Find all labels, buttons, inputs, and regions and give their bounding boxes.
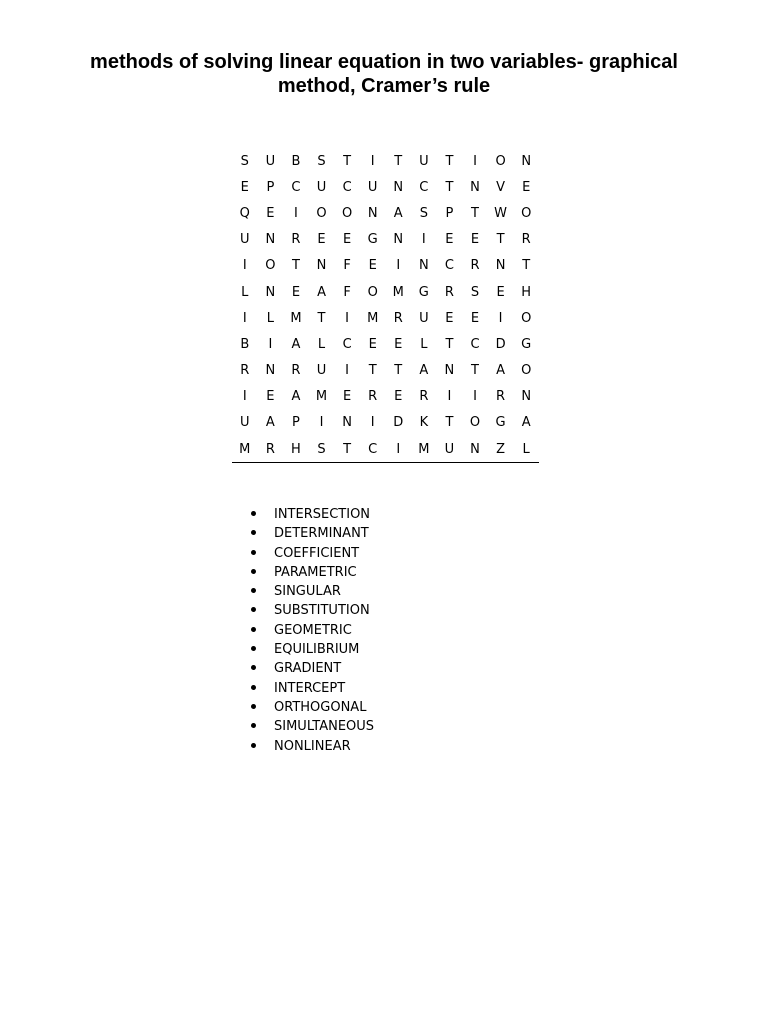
grid-row xyxy=(232,279,539,305)
bullet-icon xyxy=(248,621,274,640)
grid-cell: I xyxy=(498,310,503,326)
word-label: INTERCEPT xyxy=(274,680,346,696)
bullet-icon xyxy=(248,544,274,563)
grid-cell: L xyxy=(241,284,249,300)
grid-cell: T xyxy=(343,441,352,457)
word-label: SUBSTITUTION xyxy=(274,603,370,619)
grid-cell: N xyxy=(367,205,378,221)
grid-cell: E xyxy=(291,284,301,300)
grid-cell: C xyxy=(342,336,352,352)
grid-cell: S xyxy=(419,205,428,221)
list-item xyxy=(248,737,374,756)
grid-cell: T xyxy=(522,258,531,274)
grid-cell: C xyxy=(444,258,454,274)
grid-cell: R xyxy=(291,363,301,379)
grid-cell: G xyxy=(418,284,429,300)
bullet-icon xyxy=(248,601,274,620)
grid-cell: E xyxy=(266,389,275,405)
grid-cell: R xyxy=(368,389,378,405)
grid-cell: I xyxy=(345,310,350,326)
list-item xyxy=(248,544,374,563)
grid-cell: E xyxy=(368,258,377,274)
bullet-icon xyxy=(248,659,274,678)
grid-cell: L xyxy=(522,441,530,457)
grid-row xyxy=(232,253,539,279)
grid-row xyxy=(232,358,539,384)
grid-cell: A xyxy=(317,284,326,300)
grid-cell: L xyxy=(420,336,428,352)
grid-cell: B xyxy=(291,153,301,169)
grid-cell: R xyxy=(496,389,506,405)
grid-cell: O xyxy=(341,205,353,221)
grid-cell: E xyxy=(445,310,454,326)
grid-cell: P xyxy=(292,415,300,431)
word-label: NONLINEAR xyxy=(274,738,351,754)
list-item xyxy=(248,659,374,678)
grid-row xyxy=(232,148,539,174)
grid-cell: F xyxy=(343,284,351,300)
grid-cell: U xyxy=(316,179,327,195)
word-label: GEOMETRIC xyxy=(274,622,352,638)
grid-cell: H xyxy=(521,284,532,300)
grid-cell: P xyxy=(445,205,454,221)
word-label: SIMULTANEOUS xyxy=(274,719,375,735)
grid-cell: N xyxy=(470,179,480,195)
grid-cell: N xyxy=(495,258,506,274)
grid-cell: G xyxy=(367,232,378,248)
grid-cell: N xyxy=(265,232,276,248)
word-label: INTERSECTION xyxy=(274,507,371,522)
grid-cell: E xyxy=(317,232,326,248)
grid-cell: U xyxy=(316,363,327,379)
grid-cell: T xyxy=(445,153,454,169)
grid-cell: L xyxy=(266,310,274,326)
list-item xyxy=(248,640,374,659)
bullet-icon xyxy=(248,524,274,543)
grid-cell: W xyxy=(494,205,507,221)
grid-row xyxy=(232,174,539,200)
grid-cell: H xyxy=(291,441,301,457)
grid-cell: C xyxy=(470,336,480,352)
word-list xyxy=(248,505,374,756)
grid-cell: E xyxy=(496,284,505,300)
grid-cell: M xyxy=(239,441,251,457)
grid-cell: E xyxy=(342,232,352,248)
grid-cell: R xyxy=(470,258,480,274)
grid-cell: I xyxy=(370,415,375,431)
grid-cell: R xyxy=(240,363,250,379)
grid-cell: A xyxy=(496,363,506,379)
grid-cell: N xyxy=(316,258,327,274)
bullet-icon xyxy=(248,717,274,736)
grid-cell: E xyxy=(522,179,531,195)
grid-cell: N xyxy=(393,232,404,248)
grid-cell: N xyxy=(342,415,352,431)
grid-cell: I xyxy=(294,205,298,221)
grid-cell: T xyxy=(445,179,454,195)
grid-cell: I xyxy=(396,258,401,274)
word-label: PARAMETRIC xyxy=(274,564,357,580)
grid-cell: Q xyxy=(239,205,250,221)
grid-cell: A xyxy=(393,205,403,221)
grid-cell: T xyxy=(343,153,352,169)
grid-row xyxy=(232,436,539,462)
grid-cell: R xyxy=(265,441,275,457)
grid-cell: A xyxy=(521,415,531,431)
list-item xyxy=(248,601,374,620)
grid-cell: N xyxy=(418,258,429,274)
bullet-icon xyxy=(248,640,274,659)
grid-cell: O xyxy=(367,284,378,300)
grid-row xyxy=(232,331,539,357)
grid-cell: A xyxy=(291,389,301,405)
grid-row xyxy=(232,305,539,331)
grid-cell: E xyxy=(342,389,352,405)
grid-cell: E xyxy=(368,336,377,352)
list-item xyxy=(248,524,374,543)
word-label: GRADIENT xyxy=(274,661,342,677)
grid-cell: E xyxy=(445,232,454,248)
grid-cell: I xyxy=(345,363,350,379)
bullet-icon xyxy=(248,737,274,756)
grid-cell: T xyxy=(445,415,454,431)
grid-cell: G xyxy=(521,336,532,352)
word-label: ORTHOGONAL xyxy=(274,699,367,715)
grid-cell: I xyxy=(421,232,426,248)
grid-cell: O xyxy=(265,258,276,274)
grid-cell: A xyxy=(291,336,301,352)
list-item xyxy=(248,679,374,698)
grid-cell: M xyxy=(315,389,328,405)
grid-cell: I xyxy=(268,336,273,352)
grid-cell: N xyxy=(444,363,455,379)
grid-cell: S xyxy=(470,284,480,300)
bullet-icon xyxy=(248,698,274,717)
bullet-icon xyxy=(248,582,274,601)
grid-cell: D xyxy=(495,336,506,352)
grid-cell: M xyxy=(418,441,430,457)
bullet-icon xyxy=(248,505,274,524)
word-label: SINGULAR xyxy=(274,584,341,600)
word-label: COEFFICIENT xyxy=(274,545,360,561)
grid-cell: T xyxy=(496,232,505,248)
grid-table xyxy=(232,148,539,462)
grid-cell: T xyxy=(394,363,403,379)
grid-cell: T xyxy=(368,363,377,379)
grid-cell: O xyxy=(521,205,532,221)
grid-row xyxy=(232,384,539,410)
grid-cell: E xyxy=(266,205,275,221)
grid-cell: M xyxy=(367,310,379,326)
grid-cell: N xyxy=(393,179,404,195)
grid-cell: E xyxy=(470,232,480,248)
grid-cell: N xyxy=(265,284,276,300)
grid-cell: U xyxy=(419,310,429,326)
word-label: DETERMINANT xyxy=(274,526,369,542)
grid-cell: D xyxy=(393,415,404,431)
grid-cell: F xyxy=(343,258,351,274)
grid-cell: A xyxy=(419,363,429,379)
grid-cell: E xyxy=(470,310,480,326)
grid-cell: B xyxy=(240,336,250,352)
grid-cell: I xyxy=(242,389,247,405)
grid-cell: U xyxy=(240,232,250,248)
grid-cell: T xyxy=(471,363,479,379)
grid-cell: R xyxy=(419,389,429,405)
bullet-icon xyxy=(248,679,274,698)
grid-cell: R xyxy=(521,232,531,248)
grid-cell: I xyxy=(242,258,247,274)
grid-cell: G xyxy=(495,415,506,431)
grid-row xyxy=(232,410,539,436)
grid-cell: E xyxy=(394,336,403,352)
grid-cell: I xyxy=(447,389,452,405)
grid-cell: O xyxy=(469,415,481,431)
grid-cell: O xyxy=(521,363,532,379)
grid-cell: U xyxy=(240,415,250,431)
grid-cell: I xyxy=(370,153,375,169)
grid-cell: U xyxy=(367,179,378,195)
grid-cell: I xyxy=(473,389,477,405)
grid-cell: T xyxy=(317,310,326,326)
grid-cell: N xyxy=(521,389,532,405)
grid-cell: U xyxy=(444,441,455,457)
grid-row xyxy=(232,200,539,226)
grid-row xyxy=(232,227,539,253)
grid-cell: U xyxy=(265,153,276,169)
grid-cell: S xyxy=(317,441,326,457)
grid-cell: T xyxy=(394,153,403,169)
grid-cell: R xyxy=(291,232,301,248)
list-item xyxy=(248,717,374,736)
word-search-grid xyxy=(232,148,539,463)
grid-cell: I xyxy=(473,153,477,169)
list-item xyxy=(248,563,374,582)
grid-cell: T xyxy=(471,205,479,221)
grid-cell: O xyxy=(495,153,506,169)
grid-cell: T xyxy=(445,336,454,352)
list-item xyxy=(248,505,374,524)
list-item xyxy=(248,582,374,601)
grid-cell: Z xyxy=(496,441,506,457)
list-item xyxy=(248,698,374,717)
grid-cell: S xyxy=(317,153,326,169)
bullet-icon xyxy=(248,563,274,582)
grid-cell: C xyxy=(342,179,352,195)
grid-cell: M xyxy=(392,284,404,300)
grid-cell: S xyxy=(240,153,249,169)
grid-cell: T xyxy=(291,258,300,274)
grid-cell: C xyxy=(368,441,378,457)
grid-cell: U xyxy=(419,153,429,169)
grid-cell: M xyxy=(290,310,302,326)
grid-cell: I xyxy=(242,310,247,326)
grid-cell: R xyxy=(393,310,403,326)
word-label: EQUILIBRIUM xyxy=(274,642,360,658)
grid-cell: P xyxy=(266,179,275,195)
grid-cell: N xyxy=(470,441,480,457)
grid-cell: E xyxy=(394,389,403,405)
grid-cell: N xyxy=(521,153,532,169)
grid-cell: I xyxy=(396,441,401,457)
page-title: methods of solving linear equation in two variables- graphical method, Cramer’s rule xyxy=(90,51,678,97)
grid-cell: O xyxy=(316,205,327,221)
grid-cell: A xyxy=(265,415,275,431)
grid-cell: E xyxy=(240,179,249,195)
grid-cell: I xyxy=(319,415,324,431)
grid-cell: K xyxy=(419,415,429,431)
grid-cell: N xyxy=(265,363,276,379)
grid-cell: C xyxy=(291,179,301,195)
list-item xyxy=(248,621,374,640)
grid-cell: L xyxy=(317,336,326,352)
grid-cell: V xyxy=(496,179,506,195)
grid-cell: O xyxy=(521,310,532,326)
grid-cell: C xyxy=(419,179,429,195)
grid-cell: R xyxy=(444,284,454,300)
